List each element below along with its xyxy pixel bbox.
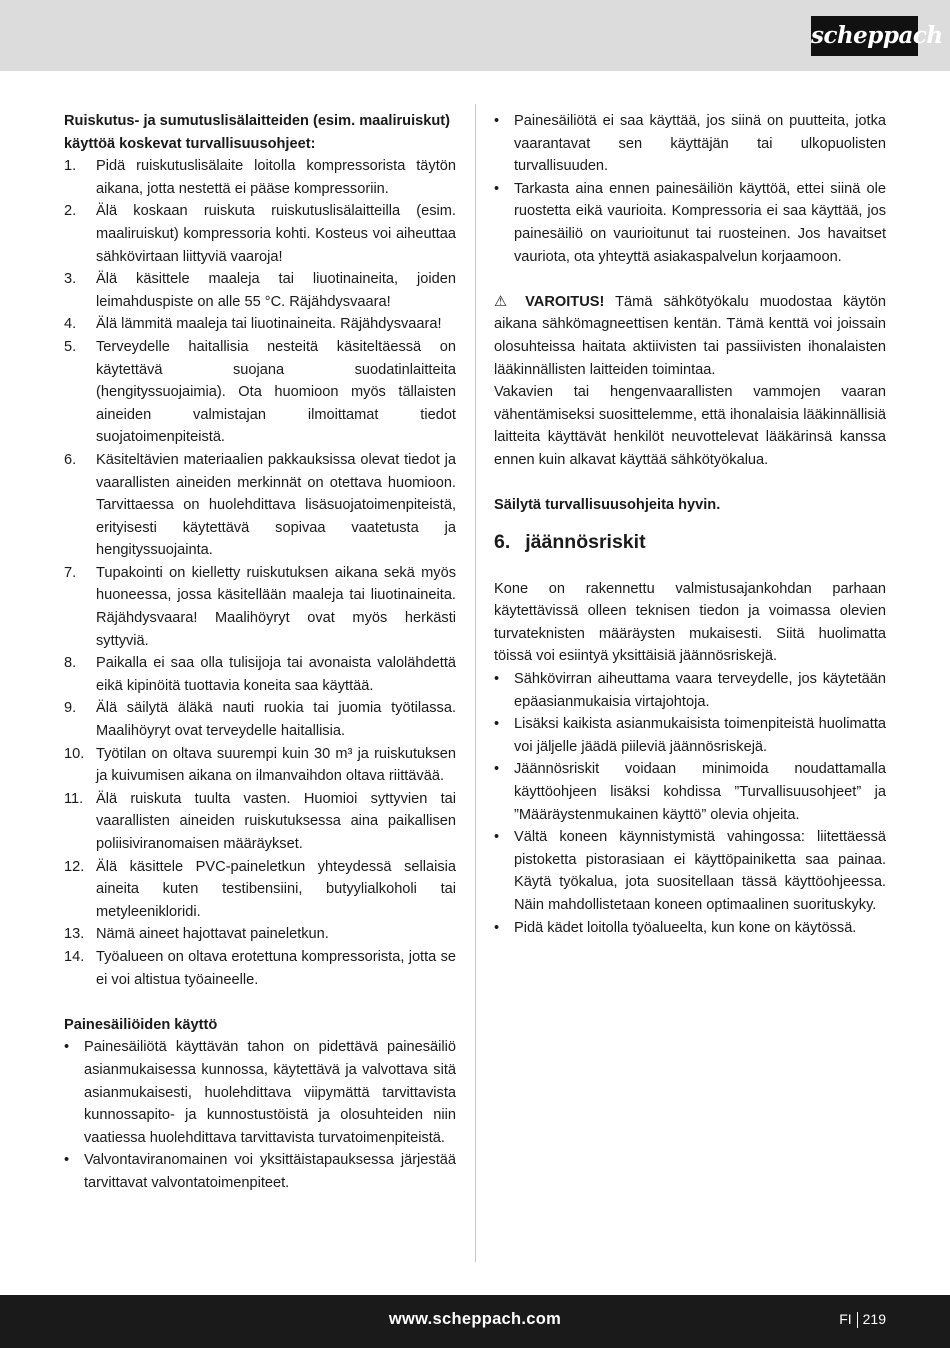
footer-page-number	[839, 1295, 886, 1343]
item-text: Älä säilytä äläkä nauti ruokia tai juomia työtilassa. Maalihöyryt ovat terveydelle haitallisia.	[96, 700, 456, 740]
item-text: Painesäiliötä ei saa käyttää, jos siinä on puutteita, jotka vaarantavat sen käyttäjän tai ulkopuolisten turvallisuuden.	[514, 113, 886, 175]
numbered-list-item	[64, 856, 456, 924]
item-number: 7.	[64, 564, 77, 581]
item-text: Terveydelle haitallisia nesteitä käsiteltäessä on käytettävä suojana suodatinlaitteita (hengityssuojaimia). Ota huomioon myös tällaisten aineiden valmistajan ilmoittamat tiedot suojatoimenpiteistä.	[96, 338, 456, 446]
section-heading	[494, 528, 886, 556]
warning-triangle-icon: ⚠	[494, 293, 515, 310]
item-number: 10.	[64, 745, 85, 762]
tank-usage-list	[64, 1036, 456, 1194]
item-number: 8.	[64, 655, 77, 672]
footer-language: FI	[839, 1311, 852, 1327]
item-text: Tupakointi on kielletty ruiskutuksen aikana sekä myös huoneessa, jossa käsitellään maaleja tai liuotinaineita. Räjähdysvaara! Maalihöyryt ovat myös herkästi syttyviä.	[96, 564, 456, 649]
item-text: Valvontaviranomainen voi yksittäistapauksessa järjestää tarvittavat valvontatoimenpiteet.	[84, 1152, 456, 1191]
numbered-list-item	[64, 652, 456, 697]
item-text: Käsiteltävien materiaalien pakkauksissa olevat tiedot ja vaarallisten aineiden merkinnät on otettava huomioon. Tarvittaessa on huolehdittava lisäsuojatoimenpiteistä, erityisesti käytettävä sopivaa vaatetusta ja hengityssuojainta.	[96, 451, 456, 559]
item-text: Jäännösriskit voidaan minimoida noudattamalla käyttöohjeen lisäksi kohdissa ”Turvallisuusohjeet” ja ”Määräystenmukainen käyttö” olevia ohjeita.	[514, 761, 886, 823]
item-text: Painesäiliötä käyttävän tahon on pidettävä painesäiliö asianmukaisessa kunnossa, käytettävä ja valvottava sitä asianmukaisesti, huolehdittava viipymättä tarvittavista kunnossapito- ja kunnostustöistä ja olosuhteiden niin vaatiessa huolehdittava tarvittavista turvatoimenpiteistä.	[84, 1039, 456, 1146]
numbered-list-item	[64, 336, 456, 449]
numbered-list-item	[64, 923, 456, 946]
item-text: Älä koskaan ruiskuta ruiskutuslisälaitteilla (esim. maaliruiskut) kompressoria kohti. Kosteus voi aiheuttaa sähkövirtaan liittyviä vaaroja!	[96, 203, 456, 265]
footer-band	[0, 1295, 950, 1348]
item-number: 4.	[64, 316, 77, 333]
footer-separator	[857, 1312, 858, 1328]
column-divider	[475, 104, 476, 1262]
item-text: Älä lämmitä maaleja tai liuotinaineita. Räjähdysvaara!	[96, 316, 442, 333]
item-number: 14.	[64, 948, 85, 965]
footer-page: 219	[862, 1311, 886, 1327]
bullet-list-item	[494, 758, 886, 826]
warning-paragraph	[494, 291, 886, 381]
residual-risk-intro: Kone on rakennettu valmistusajankohdan parhaan käytettävissä olleen teknisen tiedon ja voimassa olevien turvateknisten määräysten mukaisesti. Siitä huolimatta töissä voi esiintyä yksittäisiä jäännösriskejä.	[494, 580, 886, 665]
bullet-list-item	[494, 917, 886, 940]
item-text: Tarkasta aina ennen painesäiliön käyttöä, ettei siinä ole ruostetta eikä vaurioita. Kompressoria ei saa käyttää, jos painesäiliö on vaurioitunut tai ruosteinen. Jos havaitset vauriota, ota yhteyttä asiakaspalvelun korjaamoon.	[514, 180, 886, 265]
item-text: Älä käsittele maaleja tai liuotinaineita, joiden leimahduspiste on alle 55 °C. Räjähdysvaara!	[96, 271, 456, 310]
bullet-icon: •	[64, 1152, 70, 1169]
left-column	[64, 110, 456, 1195]
numbered-list-item	[64, 562, 456, 652]
numbered-list-item	[64, 788, 456, 856]
section-number: 6.	[494, 530, 511, 553]
item-number: 13.	[64, 926, 85, 943]
item-text: Lisäksi kaikista asianmukaisista toimenpiteistä huolimatta voi jäljelle jäädä piileviä jäännösriskejä.	[514, 716, 886, 755]
numbered-list-item	[64, 449, 456, 562]
residual-risk-list	[494, 668, 886, 939]
brand-logo: scheppach	[811, 16, 918, 56]
keep-instructions-note: Säilytä turvallisuusohjeita hyvin.	[494, 497, 721, 514]
item-number: 5.	[64, 338, 77, 355]
bullet-list-item	[494, 668, 886, 713]
spray-safety-list	[64, 155, 456, 991]
section-title: jäännösriskit	[525, 530, 646, 553]
item-number: 6.	[64, 451, 77, 468]
item-number: 12.	[64, 858, 85, 875]
warning-label: VAROITUS!	[525, 293, 605, 310]
footer-website-link[interactable]: www.scheppach.com	[388, 1310, 562, 1328]
item-text: Paikalla ei saa olla tulisijoja tai avonaista valolähdettä eikä kipinöitä tuottavia koneita saa käyttää.	[96, 655, 456, 694]
item-text: Pidä ruiskutuslisälaite loitolla kompressorista täytön aikana, jotta nestettä ei pääse kompressoriin.	[96, 158, 456, 197]
bullet-list-item	[64, 1036, 456, 1149]
item-text: Nämä aineet hajottavat paineletkun.	[96, 926, 329, 943]
item-text: Pidä kädet loitolla työalueelta, kun kone on käytössä.	[514, 919, 857, 936]
bullet-icon: •	[494, 716, 500, 733]
bullet-icon: •	[494, 180, 500, 197]
numbered-list-item	[64, 155, 456, 200]
bullet-list-item	[494, 713, 886, 758]
numbered-list-item	[64, 743, 456, 788]
bullet-icon: •	[494, 671, 500, 688]
bullet-list-item	[494, 178, 886, 268]
bullet-list-item	[494, 110, 886, 178]
item-number: 2.	[64, 203, 77, 220]
bullet-icon: •	[494, 919, 500, 936]
bullet-icon: •	[494, 113, 500, 129]
bullet-icon: •	[494, 829, 500, 846]
item-number: 1.	[64, 158, 77, 175]
item-text: Sähkövirran aiheuttama vaara terveydelle, jos käytetään epäasianmukaisia virtajohtoja.	[514, 671, 886, 710]
item-text: Työalueen on oltava erotettuna kompressorista, jotta se ei voi altistua työaineelle.	[96, 948, 456, 988]
numbered-list-item	[64, 313, 456, 336]
item-text: Työtilan on oltava suurempi kuin 30 m³ ja ruiskutuksen ja kuivumisen aikana on ilmanvaihdon oltava riittävää.	[96, 745, 456, 785]
tank-usage-heading: Painesäiliöiden käyttö	[64, 1016, 218, 1033]
bullet-icon: •	[494, 761, 500, 778]
bullet-list-item	[64, 1149, 456, 1194]
bullet-list-item	[494, 826, 886, 916]
numbered-list-item	[64, 268, 456, 313]
item-text: Vältä koneen käynnistymistä vahingossa: liitettäessä pistoketta pistorasiaan ei käyttöpainiketta saa painaa. Käytä työkalua, jota suositellaan tässä käyttöohjeessa. Näin mahdollistetaan koneen optimaalinen suorituskyky.	[514, 829, 886, 913]
header-band	[0, 0, 950, 71]
right-column	[494, 110, 886, 939]
warning-text: Tämä sähkötyökalu muodostaa käytön aikana sähkömagneettisen kentän. Tämä kenttä voi joissain olosuhteissa haitata aktiivisten tai passiivisten ihonalaisten lääkinnällisten laitteiden toimintaa.	[494, 293, 886, 378]
warning-text-2: Vakavien tai hengenvaarallisten vammojen vaaran vähentämiseksi suosittelemme, että ihonalaisia lääkinnällisiä laitteita käyttävät henkilöt neuvottelevat lääkärinsä kanssa ennen kuin alkavat käyttää sähkötyökalua.	[494, 384, 886, 468]
bullet-icon: •	[64, 1039, 70, 1056]
item-number: 11.	[64, 790, 84, 807]
item-number: 3.	[64, 271, 77, 288]
item-text: Älä ruiskuta tuulta vasten. Huomioi syttyvien tai vaarallisten aineiden ruiskutuksessa aina paikallisen poliisiviranomaisen määräykset.	[96, 790, 456, 852]
spray-safety-heading: Ruiskutus- ja sumutuslisälaitteiden (esim. maaliruiskut) käyttöä koskevat turvallisuusohjeet:	[64, 113, 451, 152]
tank-usage-list-continued	[494, 110, 886, 268]
item-number: 9.	[64, 700, 77, 717]
numbered-list-item	[64, 946, 456, 991]
item-text: Älä käsittele PVC-paineletkun yhteydessä sellaisia aineita kuten testibensiini, butyylialkoholi tai metyleenikloridi.	[96, 858, 456, 920]
numbered-list-item	[64, 697, 456, 742]
numbered-list-item	[64, 200, 456, 268]
